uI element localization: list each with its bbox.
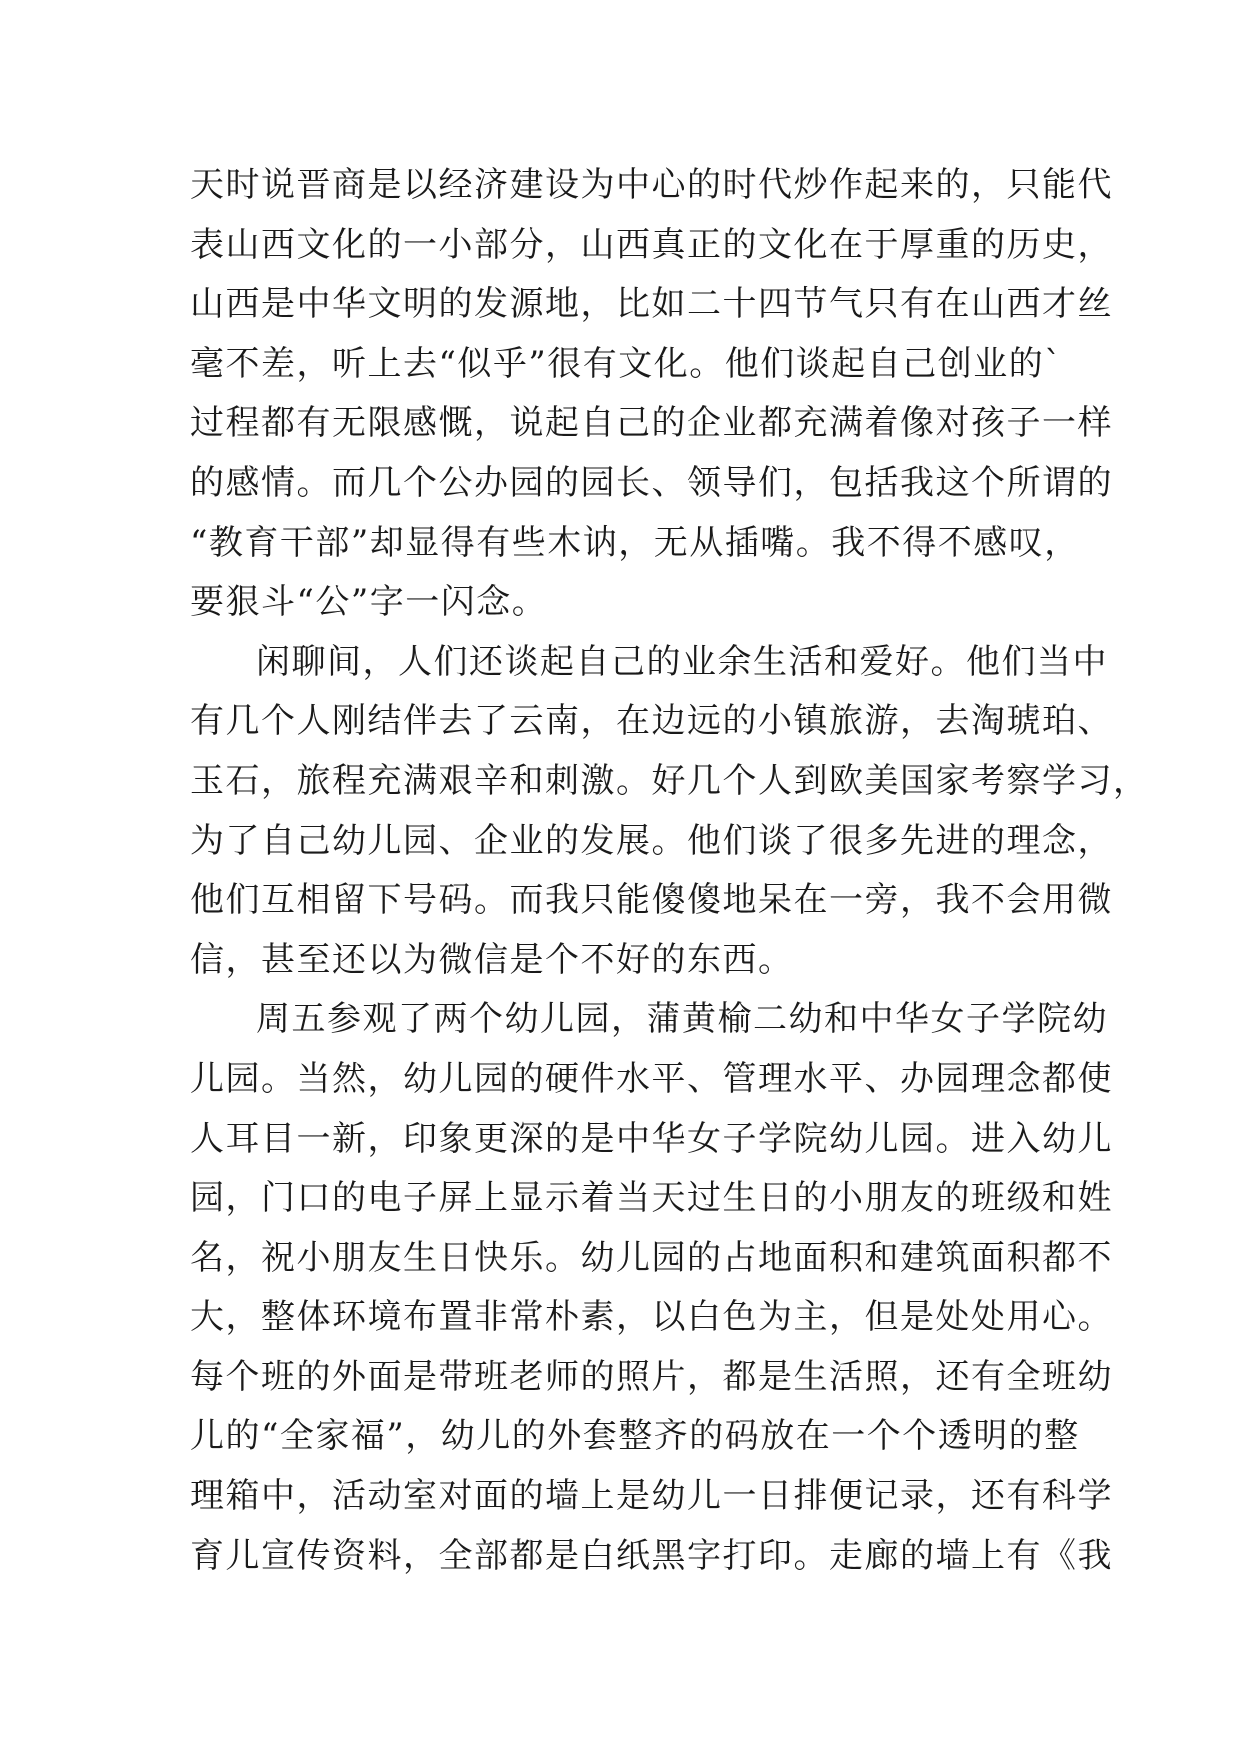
text-line-14: 信，甚至还以为微信是个不好的东西。 (190, 939, 794, 980)
text-line-3: 山西是中华文明的发源地，比如二十四节气只有在山西才丝 (190, 284, 1113, 325)
text-line-23: 理箱中，活动室对面的墙上是幼儿一日排便记录，还有科学 (190, 1476, 1113, 1517)
text-line-20: 大，整体环境布置非常朴素，以白色为主，但是处处用心。 (190, 1297, 1113, 1338)
text-line-2: 表山西文化的一小部分，山西真正的文化在于厚重的历史， (190, 224, 1113, 265)
text-line-12: 为了自己幼儿园、企业的发展。他们谈了很多先进的理念， (190, 820, 1113, 861)
text-line-21: 每个班的外面是带班老师的照片，都是生活照，还有全班幼 (190, 1356, 1113, 1397)
text-line-13: 他们互相留下号码。而我只能傻傻地呆在一旁，我不会用微 (190, 880, 1113, 921)
text-line-5: 过程都有无限感慨，说起自己的企业都充满着像对孩子一样 (190, 403, 1113, 444)
document-body (190, 156, 1149, 1586)
text-line-22: 儿的“全家福”，幼儿的外套整齐的码放在一个个透明的整 (190, 1416, 1080, 1457)
text-line-19: 名，祝小朋友生日快乐。幼儿园的占地面积和建筑面积都不 (190, 1237, 1113, 1278)
text-line-24: 育儿宣传资料，全部都是白纸黑字打印。走廊的墙上有《我 (190, 1535, 1113, 1576)
text-line-17: 人耳目一新，印象更深的是中华女子学院幼儿园。进入幼儿 (190, 1118, 1113, 1159)
text-line-8: 要狠斗“公”字一闪念。 (190, 582, 548, 623)
paragraph-start-line: 闲聊间，人们还谈起自己的业余生活和爱好。他们当中 (256, 641, 1108, 682)
text-line-18: 园，门口的电子屏上显示着当天过生日的小朋友的班级和姓 (190, 1178, 1113, 1219)
text-line-16: 儿园。当然，幼儿园的硬件水平、管理水平、办园理念都使 (190, 1058, 1113, 1099)
text-line-4: 毫不差，听上去“似乎”很有文化。他们谈起自己创业的` (190, 343, 1063, 384)
paragraph-start-line: 周五参观了两个幼儿园，蒲黄榆二幼和中华女子学院幼 (256, 999, 1108, 1040)
text-line-10: 有几个人刚结伴去了云南，在边远的小镇旅游，去淘琥珀、 (190, 701, 1113, 742)
text-line-1: 天时说晋商是以经济建设为中心的时代炒作起来的，只能代 (190, 165, 1113, 205)
text-line-7: “教育干部”却显得有些木讷，无从插嘴。我不得不感叹， (190, 522, 1080, 563)
text-line-11: 玉石，旅程充满艰辛和刺激。好几个人到欧美国家考察学习， (190, 760, 1149, 801)
text-line-6: 的感情。而几个公办园的园长、领导们，包括我这个所谓的 (190, 462, 1113, 503)
